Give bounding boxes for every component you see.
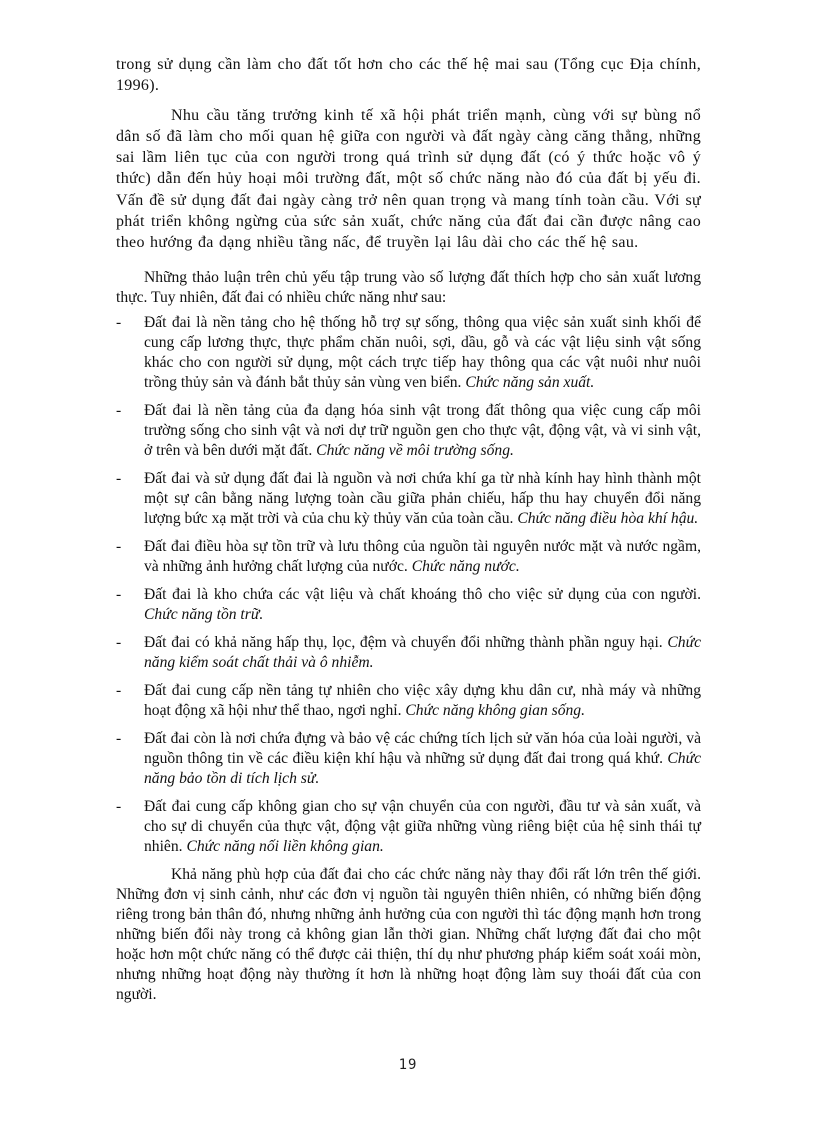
function-text: Đất đai và sử dụng đất đai là nguồn và nơi chứa khí ga từ nhà kính hay hình thành một một sự cân bằng năng lượng toàn cầu giữa phản chiếu, hấp thu hay chuyển đổi năng lượng bức xạ mặt trời và của chu kỳ thủy văn của toàn cầu. — [144, 469, 701, 527]
list-item — [116, 313, 701, 393]
list-item — [116, 469, 701, 529]
bullet-dash: - — [116, 681, 122, 699]
list-item — [116, 633, 701, 673]
bullet-dash: - — [116, 313, 122, 331]
paragraph-need: Nhu cầu tăng trưởng kinh tế xã hội phát triển mạnh, cùng với sự bùng nổ dân số đã làm cho mối quan hệ giữa con người và đất ngày càng căng thẳng, những sai lầm liên tục của con người trong quá trình sử dụng đất (có ý thức hoặc vô ý thức) dẫn đến hủy hoại môi trường đất, một số chức năng nào đó của đất bị yếu đi. Vấn đề sử dụng đất đai ngày càng trở nên quan trọng và mang tính toàn cầu. Với sự phát triển không ngừng của sức sản xuất, chức năng của đất đai cần được nâng cao theo hướng đa dạng nhiều tầng nấc, để truyền lại lâu dài cho các thế hệ sau. — [116, 106, 701, 252]
bullet-dash: - — [116, 797, 122, 815]
function-label: Chức năng điều hòa khí hậu. — [517, 509, 699, 527]
function-text: Đất đai là nền tảng của đa dạng hóa sinh vật trong đất thông qua việc cung cấp môi trường sống cho sinh vật và nơi dự trữ nguồn gen cho thực vật, động vật, và vi sinh vật, ở trên và bên dưới mặt đất. — [144, 401, 701, 459]
list-item — [116, 585, 701, 625]
paragraph-intro: Những thảo luận trên chủ yếu tập trung vào số lượng đất thích hợp cho sản xuất lương thực. Tuy nhiên, đất đai có nhiều chức năng như sau: — [116, 268, 701, 306]
list-item — [116, 729, 701, 789]
land-functions-list — [116, 313, 701, 857]
function-text: Đất đai điều hòa sự tồn trữ và lưu thông của nguồn tài nguyên nước mặt và nước ngầm, và những ảnh hưởng chất lượng của nước. — [144, 537, 701, 575]
function-label: Chức năng không gian sống. — [405, 701, 586, 719]
bullet-dash: - — [116, 729, 122, 747]
function-label: Chức năng bảo tồn di tích lịch sử. — [144, 749, 701, 787]
bullet-dash: - — [116, 469, 122, 487]
function-text: Đất đai còn là nơi chứa đựng và bảo vệ các chứng tích lịch sử văn hóa của loài người, và nguồn thông tin về các điều kiện khí hậu và những sử dụng đất đai trong quá khứ. — [144, 729, 701, 767]
list-item — [116, 537, 701, 577]
bullet-dash: - — [116, 633, 122, 651]
list-item — [116, 681, 701, 721]
function-text: Đất đai cung cấp nền tảng tự nhiên cho việc xây dựng khu dân cư, nhà máy và những hoạt động xã hội như thể thao, ngơi nghỉ. — [144, 681, 701, 719]
document-page — [116, 54, 701, 1005]
bullet-dash: - — [116, 585, 122, 603]
function-label: Chức năng sản xuất. — [465, 373, 595, 391]
function-label: Chức năng nối liền không gian. — [186, 837, 384, 855]
function-text: Đất đai có khả năng hấp thụ, lọc, đệm và chuyển đổi những thành phần nguy hại. — [144, 633, 668, 651]
function-text: Đất đai là kho chứa các vật liệu và chất khoáng thô cho việc sử dụng của con người. — [144, 585, 701, 603]
function-label: Chức năng về môi trường sống. — [316, 441, 514, 459]
function-text: Đất đai cung cấp không gian cho sự vận chuyển của con người, đầu tư và sản xuất, và cho sự di chuyển của thực vật, động vật giữa những vùng riêng biệt của hệ sinh thái tự nhiên. — [144, 797, 701, 855]
bullet-dash: - — [116, 537, 122, 555]
function-label: Chức năng kiểm soát chất thải và ô nhiễm. — [144, 633, 701, 671]
paragraph-continuation: trong sử dụng cần làm cho đất tốt hơn cho các thế hệ mai sau (Tổng cục Địa chính, 1996). — [116, 56, 701, 95]
list-item — [116, 797, 701, 857]
bullet-dash: - — [116, 401, 122, 419]
paragraph-final: Khả năng phù hợp của đất đai cho các chức năng này thay đổi rất lớn trên thế giới. Những đơn vị sinh cảnh, như các đơn vị nguồn tài nguyên thiên nhiên, có những biến động riêng trong bản thân đó, nhưng những ảnh hưởng của con người thì tác động mạnh hơn trong những biến đổi này trong cả không gian lẫn thời gian. Những chất lượng đất đai cho một hoặc hơn một chức năng có thể được cải thiện, thí dụ như phương pháp kiểm soát xoái mòn, nhưng những hoạt động này thường ít hơn là những hoạt động làm suy thoái đất của con người. — [116, 865, 701, 1003]
list-item — [116, 401, 701, 461]
function-label: Chức năng nước. — [411, 557, 520, 575]
page-number: 19 — [398, 1057, 418, 1073]
function-text: Đất đai là nền tảng cho hệ thống hỗ trợ sự sống, thông qua việc sản xuất sinh khối để cung cấp lương thực, thực phẩm chăn nuôi, sợi, dầu, gỗ và các vật liệu sinh vật sống khác cho con người sử dụng, một cách trực tiếp hay thông qua các vật nuôi như nuôi trồng thủy sản và đánh bắt thủy sản vùng ven biển. — [144, 313, 701, 391]
function-label: Chức năng tồn trữ. — [144, 605, 264, 623]
